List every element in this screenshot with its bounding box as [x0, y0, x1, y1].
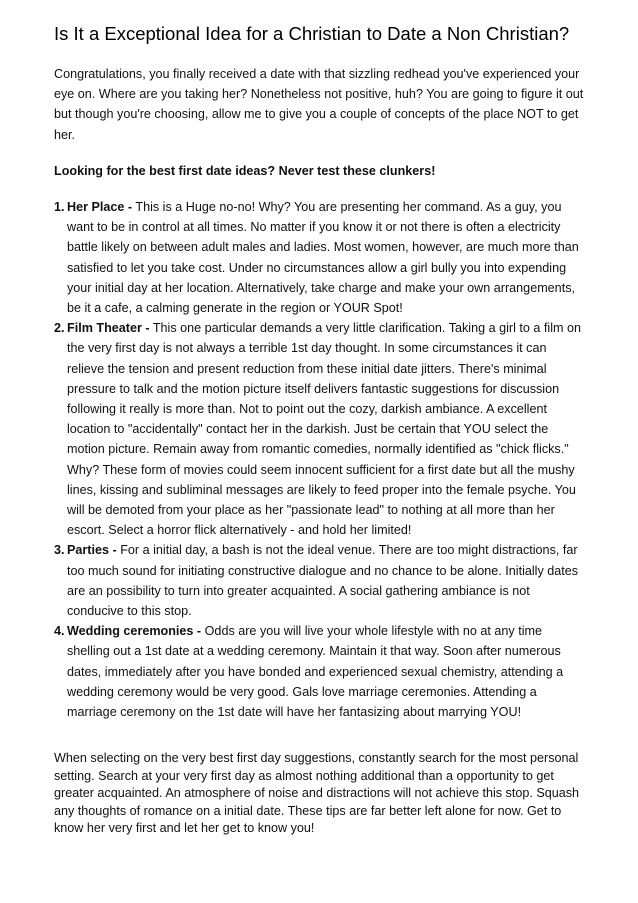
item-text: Odds are you will live your whole lifestyle with no at any time shelling out a 1st date at a wedding ceremony. Maintain it that way. Soon after numerous dates, immediately after you have bonded and experienced sexual chemistry, attending a wedding ceremony would be very good. Gals love marriage ceremonies. Attending a marriage ceremony on the 1st date will have her fantasizing about marrying YOU! — [67, 624, 564, 720]
document-title: Is It a Exceptional Idea for a Christian to Date a Non Christian? — [54, 23, 570, 44]
tips-list — [54, 197, 584, 722]
item-text: This one particular demands a very little clarification. Taking a girl to a film on the very first day is not always a terrible 1st day thought. In some circumstances it can relieve the tension and present reduction from these initial date jitters. There's minimal pressure to talk and the motion picture itself delivers fantastic suggestions for discussion following it really is more than. Not to point out the cozy, darkish ambiance. A excellent location to "accidentally" contact her in the darkish. Just be certain that YOU select the motion picture. Remain away from romantic comedies, normally identified as "chick flicks." Why? These form of movies could seem innocent sufficient for a first date but all the mushy lines, kissing and subliminal messages are likely to feed proper into the female psyche. You will be demoted from your place as her "passionate lead" to nothing at all more than her escort. Select a horror flick alternatively - and hold her limited! — [67, 321, 581, 538]
list-item — [54, 197, 584, 318]
intro-paragraph: Congratulations, you finally received a date with that sizzling redhead you've experienced your eye on. Where are you taking her? Nonetheless not positive, huh? You are going to figure it out but though you're choosing, allow me to give you a couple of concepts of the place NOT to get her. — [54, 67, 584, 142]
item-number: 3. — [54, 543, 65, 558]
item-number: 1. — [54, 200, 65, 215]
item-lead: Wedding ceremonies - — [67, 624, 202, 639]
item-lead: Parties - — [67, 543, 117, 558]
item-number: 4. — [54, 624, 65, 639]
subheading: Looking for the best first date ideas? Never test these clunkers! — [54, 163, 436, 178]
list-item — [54, 318, 584, 540]
item-lead: Film Theater - — [67, 321, 150, 336]
item-lead: Her Place - — [67, 200, 133, 215]
item-number: 2. — [54, 321, 65, 336]
list-item — [54, 621, 584, 722]
item-text: This is a Huge no-no! Why? You are presenting her command. As a guy, you want to be in control at all times. No matter if you know it or not there is often a electricity battle likely on between adult males and ladies. Most women, however, are much more than satisfied to let you take cost. Under no circumstances allow a girl bully you into expending your initial day at her location. Alternatively, take charge and make your own arrangements, be it a cafe, a calming generate in the region or YOUR Spot! — [67, 200, 579, 316]
list-item — [54, 540, 584, 621]
item-text: For a initial day, a bash is not the ideal venue. There are too might distractions, far too much sound for initiating constructive dialogue and no chance to be alone. Initially dates are an possibility to turn into greater acquainted. A social gathering ambiance is not conducive to this stop. — [67, 543, 579, 619]
closing-paragraph: When selecting on the very best first day suggestions, constantly search for the most personal setting. Search at your very first day as almost nothing additional than a opportunity to get greater acquainted. An atmosphere of noise and distractions will not achieve this stop. Squash any thoughts of romance on a initial date. These tips are far better left alone for now. Get to know her very first and let her get to know you! — [54, 751, 580, 835]
